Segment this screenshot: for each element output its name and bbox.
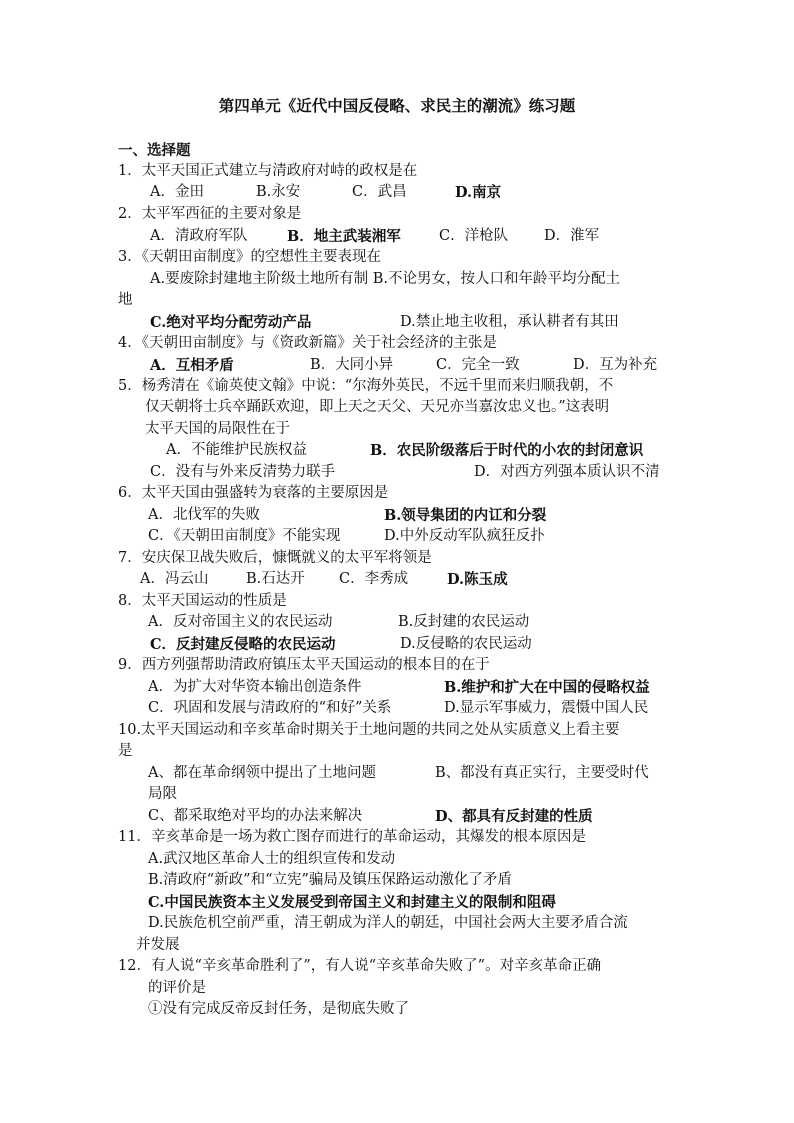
q8-option-b: B.反封建的农民运动 [398, 614, 530, 630]
q6-option-d: D.中外反动军队疯狂反扑 [384, 528, 545, 544]
q5-option-b: B．农民阶级落后于时代的小农的封闭意识 [370, 442, 644, 459]
q5-option-c: C．没有与外来反清势力联手 [150, 464, 336, 480]
question-12-line-1: 12．有人说“辛亥革命胜利了”，有人说“辛亥革命失败了”。对辛亥革命正确 [118, 958, 602, 974]
q7-option-d: D.陈玉成 [447, 571, 508, 588]
q9-option-d: D.显示军事威力，震慑中国人民 [444, 700, 649, 716]
q8-option-c: C．反封建反侵略的农民运动 [150, 636, 336, 653]
q2-option-b: B．地主武装湘军 [287, 228, 401, 245]
question-5-line-3: 太平天国的局限性在于 [145, 421, 290, 437]
q10-option-b-cont: 局限 [148, 786, 177, 802]
question-5-line-2: 仅天朝将士兵卒踊跃欢迎，即上天之天父、天兄亦当嘉汝忠义也。”这表明 [145, 399, 610, 415]
q5-option-d: D．对西方列强本质认识不清 [474, 464, 660, 480]
q11-option-a: A.武汉地区革命人士的组织宣传和发动 [148, 851, 396, 867]
question-1: 1．太平天国正式建立与清政府对峙的政权是在 [118, 163, 418, 179]
q6-option-b: B.领导集团的内讧和分裂 [384, 507, 547, 524]
q1-option-c: C．武昌 [352, 184, 407, 200]
question-4: 4．《天朝田亩制度》与《资政新篇》关于社会经济的主张是 [118, 335, 497, 351]
question-10-line-2: 是 [118, 743, 133, 759]
q5-option-a: A．不能维护民族权益 [166, 442, 307, 458]
q6-option-a: A．北伐军的失败 [148, 507, 260, 523]
q3-option-d: D.禁止地主收租，承认耕者有其田 [400, 314, 619, 330]
question-9: 9．西方列强帮助清政府镇压太平天国运动的根本目的在于 [118, 657, 490, 673]
q3-option-c: C.绝对平均分配劳动产品 [150, 314, 312, 331]
q4-option-d: D．互为补充 [573, 357, 658, 373]
question-3: 3．《天朝田亩制度》的空想性主要表现在 [118, 249, 381, 265]
q10-option-d: D、都具有反封建的性质 [435, 808, 593, 825]
q2-option-c: C．洋枪队 [439, 228, 509, 244]
q6-option-c: C．《天朝田亩制度》不能实现 [148, 528, 341, 544]
q10-option-a: A、都在革命纲领中提出了土地问题 [148, 765, 376, 781]
q1-option-a: A．金田 [150, 184, 204, 200]
q2-option-d: D．淮军 [544, 228, 600, 244]
q4-option-c: C．完全一致 [436, 357, 520, 373]
question-8: 8．太平天国运动的性质是 [118, 593, 287, 609]
q2-option-a: A．清政府军队 [150, 228, 248, 244]
question-7: 7．安庆保卫战失败后，慷慨就义的太平军将领是 [118, 550, 432, 566]
question-11: 11．辛亥革命是一场为救亡图存而进行的革命运动，其爆发的根本原因是 [118, 829, 586, 845]
q10-option-b: B、都没有真正实行，主要受时代 [435, 765, 649, 781]
q11-option-b: B.清政府“新政”和“立宪”骗局及镇压保路运动激化了矛盾 [148, 872, 512, 888]
q12-option-1: ①没有完成反帝反封任务，是彻底失败了 [148, 1001, 409, 1017]
q7-option-a: A．冯云山 [140, 571, 209, 587]
q3-option-b-cont: 地 [118, 292, 133, 308]
q9-option-a: A．为扩大对华资本输出创造条件 [148, 679, 362, 695]
q9-option-c: C．巩固和发展与清政府的“和好”关系 [148, 700, 392, 716]
q7-option-c: C．李秀成 [339, 571, 409, 587]
q8-option-a: A．反对帝国主义的农民运动 [148, 614, 333, 630]
question-2: 2．太平军西征的主要对象是 [118, 206, 302, 222]
q11-option-d-line-2: 并发展 [136, 937, 180, 953]
q10-option-c: C、都采取绝对平均的办法来解决 [148, 808, 363, 824]
q9-option-b: B.维护和扩大在中国的侵略权益 [444, 679, 650, 696]
question-12-line-2: 的评价是 [148, 980, 206, 996]
q7-option-b: B.石达开 [246, 571, 305, 587]
page-title: 第四单元《近代中国反侵略、求民主的潮流》练习题 [218, 96, 576, 115]
q4-option-b: B．大同小异 [310, 357, 394, 373]
q8-option-d: D.反侵略的农民运动 [400, 636, 532, 652]
q11-option-c: C.中国民族资本主义发展受到帝国主义和封建主义的限制和阻碍 [148, 894, 556, 911]
question-10-line-1: 10.太平天国运动和辛亥革命时期关于土地问题的共同之处从实质意义上看主要 [118, 722, 620, 738]
q4-option-a: A．互相矛盾 [150, 357, 234, 374]
q11-option-d-line-1: D.民族危机空前严重，清王朝成为洋人的朝廷，中国社会两大主要矛盾合流 [148, 915, 628, 931]
question-5-line-1: 5．杨秀清在《谕英使文翰》中说：“尔海外英民，不远千里而来归顺我朝，不 [118, 378, 614, 394]
q1-option-d: D.南京 [455, 184, 502, 201]
q3-option-ab: A.要废除封建地主阶级土地所有制 B.不论男女，按人口和年龄平均分配土 [150, 271, 620, 287]
q1-option-b: B.永安 [256, 184, 301, 200]
question-6: 6．太平天国由强盛转为衰落的主要原因是 [118, 485, 389, 501]
section-heading: 一、选择题 [118, 142, 191, 159]
